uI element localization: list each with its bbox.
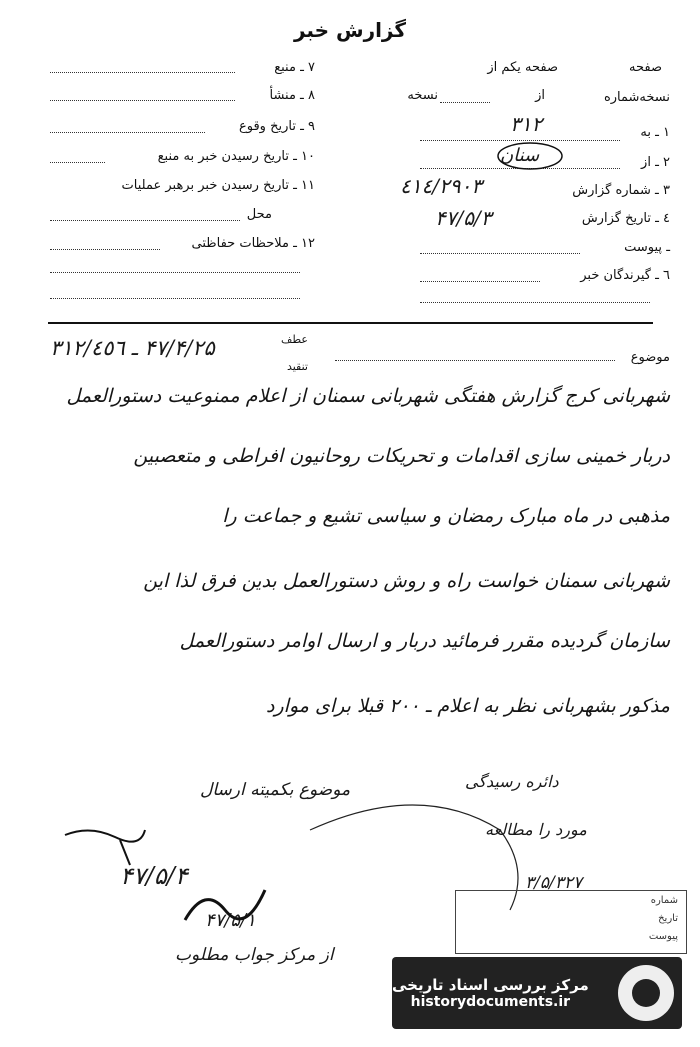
from-value: سنان (500, 145, 540, 166)
annotation-date-left: ۴۷/۵/۴ (120, 862, 188, 890)
field-page-word: صفحه (629, 60, 662, 75)
dots-receipt-source (50, 162, 105, 163)
annotation-bottom: از مرکز جواب مطلوب (175, 945, 334, 965)
field-copy-of: از (535, 88, 545, 103)
body-line-3: مذهبی در ماه مبارک رمضان و سیاسی تشیع و جماعت را (222, 505, 670, 527)
registry-stamp (455, 890, 687, 954)
field-security-notes: ۱۲ ـ ملاحظات حفاظتی (191, 236, 315, 251)
field-receipt-ops: ۱۱ ـ تاریخ رسیدن خبر برهبر عملیات (121, 178, 315, 193)
field-attachment: ـ پیوست (624, 240, 670, 255)
field-recipients: ٦ ـ گیرندگان خبر (580, 268, 670, 283)
signature-scribble-left (60, 815, 150, 875)
dots-source (50, 72, 235, 73)
field-from: ۲ ـ از (641, 155, 670, 170)
field-place: محل (246, 207, 272, 222)
dots-copy (440, 102, 490, 103)
dots-subject (335, 360, 615, 361)
dots-recipients (420, 281, 540, 282)
reference-value: ۴۷/۴/۲۵ ـ ۳۱۲/٤٥٦ (50, 336, 215, 360)
field-event-date: ۹ ـ تاریخ وقوع (238, 119, 315, 134)
from-circle (495, 140, 565, 172)
stamp-line-1: شماره (650, 895, 678, 906)
body-line-4: شهربانی سمنان خواست راه و روش دستورالعمل بدین فرق لذا این (143, 570, 670, 592)
dots-event-date (50, 132, 205, 133)
field-copy-word: نسخه (407, 88, 438, 103)
field-receipt-source: ۱۰ ـ تاریخ رسیدن خبر به منبع (157, 149, 315, 164)
header-rule (48, 322, 653, 324)
field-report-date: ٤ ـ تاریخ گزارش (581, 211, 670, 226)
watermark-logo (392, 957, 682, 1029)
body-line-2: دربار خمینی سازی اقدامات و تحریکات روحانیون افراطی و متعصبین (133, 445, 670, 467)
watermark-en: historydocuments.ir (410, 994, 571, 1010)
field-reference-label: عطف (281, 333, 308, 346)
annotation-top-left: موضوع بکمیته ارسال (200, 780, 351, 800)
page-title: گزارش خبر (293, 18, 407, 42)
dots-recipients-2 (420, 302, 650, 303)
field-to: ۱ ـ به (640, 125, 670, 140)
stamp-line-3: پیوست (648, 931, 678, 942)
subject-label: موضوع (630, 350, 670, 365)
field-report-number: ۳ ـ شماره گزارش (572, 183, 670, 198)
body-line-5: سازمان گردیده مقرر فرمائید دربار و ارسال اوامر دستورالعمل (179, 630, 670, 652)
body-line-1: شهربانی کرج گزارش هفتگی شهربانی سمنان از اعلام ممنوعیت دستورالعمل (66, 385, 670, 407)
annotation-initials-date: ۴۷/۵/۱ (205, 910, 256, 931)
archive-logo-icon (618, 965, 674, 1021)
dots-security-2 (50, 272, 300, 273)
report-number-value: ۲۹۰۳/٤۱٤ (400, 174, 482, 198)
field-page-of: صفحه یکم از (487, 60, 558, 75)
annotation-top-right: دائره رسیدگی (465, 772, 559, 791)
dots-security (50, 249, 160, 250)
to-value: ۳۱۲ (510, 112, 543, 136)
watermark-fa: مرکز بررسی اسناد تاریخی (392, 976, 589, 994)
annotation-sign-mid: مورد را مطالعه (485, 820, 587, 839)
dots-origin (50, 100, 235, 101)
field-source: ۷ ـ منبع (274, 60, 315, 75)
field-reference-sub: تنقید (286, 360, 308, 373)
dots-attachment (420, 253, 580, 254)
annotation-num-stamp: ۳/۵/۳۲۷ (525, 873, 583, 893)
field-copy-number: نسخه‌شماره (603, 90, 670, 105)
body-line-6: مذکور بشهربانی نظر به اعلام ـ ۲۰۰ قبلا برای موارد (266, 695, 670, 717)
report-date-value: ۴۷/۵/۳ (435, 206, 492, 230)
dots-place (50, 220, 240, 221)
field-origin: ۸ ـ منشأ (269, 88, 315, 103)
stamp-line-2: تاریخ (658, 913, 678, 924)
signature-scribble-mid (180, 880, 270, 930)
dots-security-3 (50, 298, 300, 299)
